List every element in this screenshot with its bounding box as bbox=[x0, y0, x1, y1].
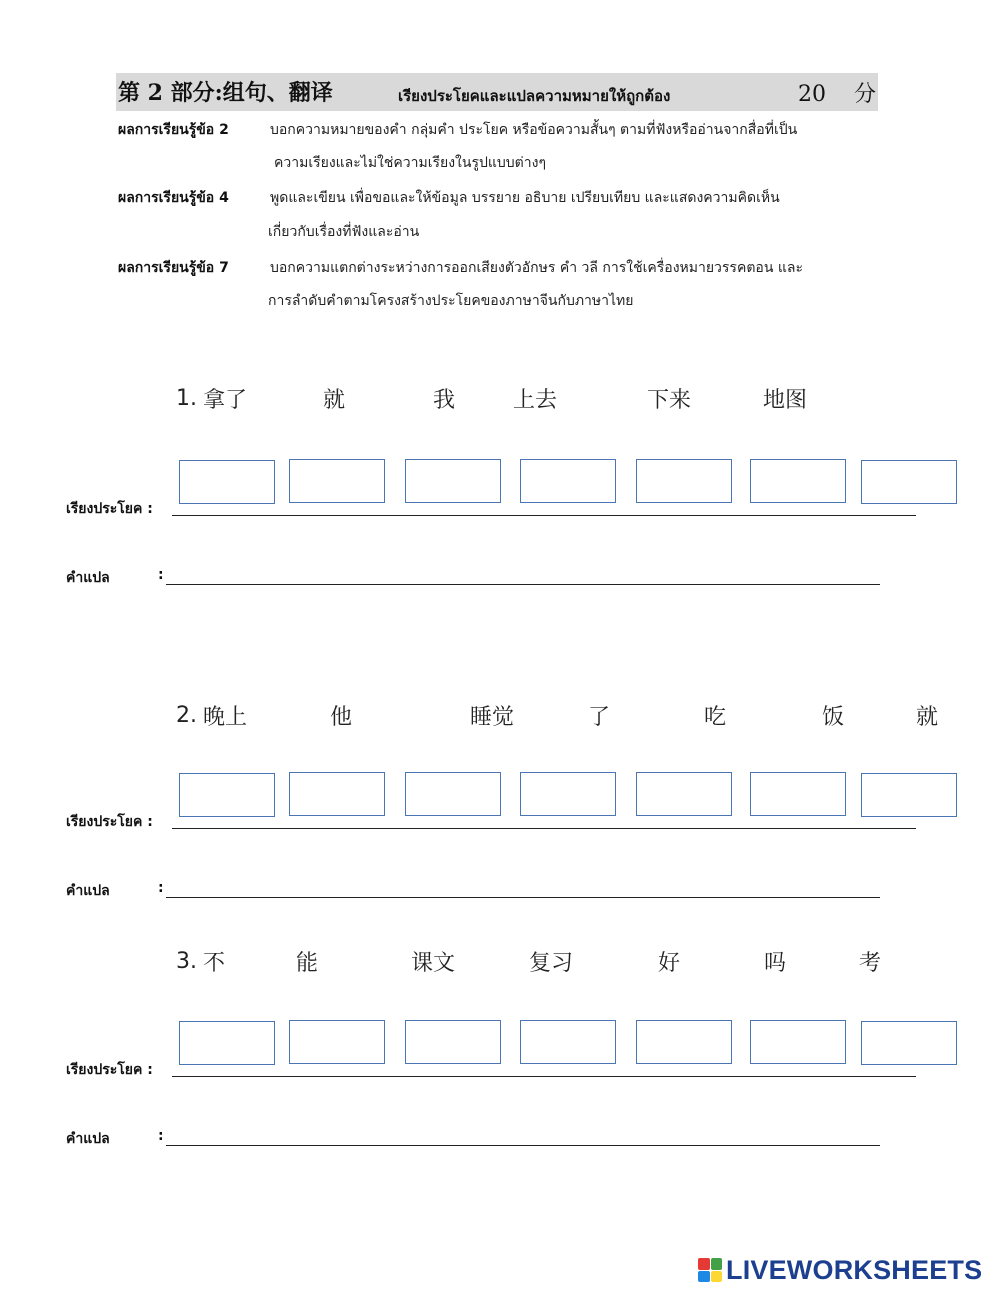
answer-box[interactable] bbox=[750, 772, 846, 816]
logo-text: LIVEWORKSHEETS bbox=[726, 1254, 983, 1285]
translate-label: คำแปล bbox=[66, 570, 110, 586]
answer-box[interactable] bbox=[750, 1020, 846, 1064]
answer-box[interactable] bbox=[861, 460, 957, 504]
answer-box[interactable] bbox=[636, 1020, 732, 1064]
answer-box[interactable] bbox=[750, 459, 846, 503]
question-2-word: 睡觉 bbox=[470, 705, 515, 730]
arrange-answer-line[interactable] bbox=[172, 515, 916, 516]
section-instruction: เรียงประโยคและแปลความหมายให้ถูกต้อง bbox=[398, 87, 671, 105]
question-3-word: 考 bbox=[859, 951, 882, 976]
score-unit: 分 bbox=[854, 82, 877, 107]
arrange-answer-line[interactable] bbox=[172, 828, 916, 829]
learning-outcome-text-2a: พูดและเขียน เพื่อขอและให้ข้อมูล บรรยาย อธิบาย เปรียบเทียบ และแสดงความคิดเห็น bbox=[270, 190, 780, 206]
answer-box[interactable] bbox=[405, 1020, 501, 1064]
question-2-word: 他 bbox=[330, 705, 353, 730]
answer-box[interactable] bbox=[179, 773, 275, 817]
question-3-word: 复习 bbox=[529, 951, 574, 976]
question-3-word: 能 bbox=[296, 951, 319, 976]
translate-label: คำแปล bbox=[66, 1131, 110, 1147]
answer-box[interactable] bbox=[520, 1020, 616, 1064]
learning-outcome-text-1b: ความเรียงและไม่ใช่ความเรียงในรูปแบบต่างๆ bbox=[274, 155, 546, 171]
answer-box[interactable] bbox=[861, 773, 957, 817]
question-2-word: 晚上 bbox=[203, 705, 248, 730]
learning-outcome-text-3a: บอกความแตกต่างระหว่างการออกเสียงตัวอักษร คำ วลี การใช้เครื่องหมายวรรคตอน และ bbox=[270, 260, 803, 276]
question-3-word: 课文 bbox=[411, 951, 456, 976]
question-1-word: 我 bbox=[433, 388, 456, 413]
answer-box[interactable] bbox=[636, 459, 732, 503]
question-1-word: 就 bbox=[323, 388, 346, 413]
question-1-word: 地图 bbox=[763, 388, 808, 413]
answer-box[interactable] bbox=[520, 772, 616, 816]
arrange-label: เรียงประโยค : bbox=[66, 814, 153, 830]
translate-colon: : bbox=[158, 567, 164, 583]
question-3-word: 好 bbox=[658, 951, 681, 976]
liveworksheets-logo-icon bbox=[698, 1258, 722, 1282]
learning-outcome-text-1a: บอกความหมายของคำ กลุ่มคำ ประโยค หรือข้อความสั้นๆ ตามที่ฟังหรืออ่านจากสื่อที่เป็น bbox=[270, 122, 798, 138]
question-1-word: 拿了 bbox=[203, 388, 248, 413]
liveworksheets-logo[interactable] bbox=[698, 1255, 982, 1285]
score-value: 20 bbox=[798, 82, 826, 107]
question-number-3: 3. bbox=[176, 949, 197, 974]
learning-outcome-label-1: ผลการเรียนรู้ข้อ 2 bbox=[118, 122, 229, 138]
answer-box[interactable] bbox=[289, 1020, 385, 1064]
answer-box[interactable] bbox=[636, 772, 732, 816]
answer-box[interactable] bbox=[861, 1021, 957, 1065]
arrange-answer-line[interactable] bbox=[172, 1076, 916, 1077]
section-title: 第 2 部分:组句、翻译 bbox=[118, 80, 333, 106]
answer-box[interactable] bbox=[405, 772, 501, 816]
question-2-word: 饭 bbox=[822, 705, 845, 730]
answer-box[interactable] bbox=[405, 459, 501, 503]
question-number-2: 2. bbox=[176, 703, 197, 728]
learning-outcome-text-2b: เกี่ยวกับเรื่องที่ฟังและอ่าน bbox=[268, 224, 420, 240]
translate-colon: : bbox=[158, 1128, 164, 1144]
question-2-word: 吃 bbox=[704, 705, 727, 730]
section-score bbox=[798, 77, 876, 108]
translate-colon: : bbox=[158, 880, 164, 896]
question-2-word: 了 bbox=[588, 705, 611, 730]
answer-box[interactable] bbox=[289, 772, 385, 816]
answer-box[interactable] bbox=[179, 460, 275, 504]
translate-label: คำแปล bbox=[66, 883, 110, 899]
learning-outcome-label-2: ผลการเรียนรู้ข้อ 4 bbox=[118, 190, 229, 206]
question-number-1: 1. bbox=[176, 386, 197, 411]
question-2-word: 就 bbox=[916, 705, 939, 730]
translate-answer-line[interactable] bbox=[166, 584, 880, 585]
translate-answer-line[interactable] bbox=[166, 897, 880, 898]
translate-answer-line[interactable] bbox=[166, 1145, 880, 1146]
arrange-label: เรียงประโยค : bbox=[66, 501, 153, 517]
learning-outcome-text-3b: การลำดับคำตามโครงสร้างประโยคของภาษาจีนกับภาษาไทย bbox=[268, 293, 634, 309]
question-1-word: 下来 bbox=[647, 388, 692, 413]
question-3-word: 吗 bbox=[764, 951, 787, 976]
question-3-word: 不 bbox=[203, 951, 226, 976]
arrange-label: เรียงประโยค : bbox=[66, 1062, 153, 1078]
answer-box[interactable] bbox=[179, 1021, 275, 1065]
answer-box[interactable] bbox=[520, 459, 616, 503]
question-1-word: 上去 bbox=[513, 388, 558, 413]
learning-outcome-label-3: ผลการเรียนรู้ข้อ 7 bbox=[118, 260, 229, 276]
answer-box[interactable] bbox=[289, 459, 385, 503]
